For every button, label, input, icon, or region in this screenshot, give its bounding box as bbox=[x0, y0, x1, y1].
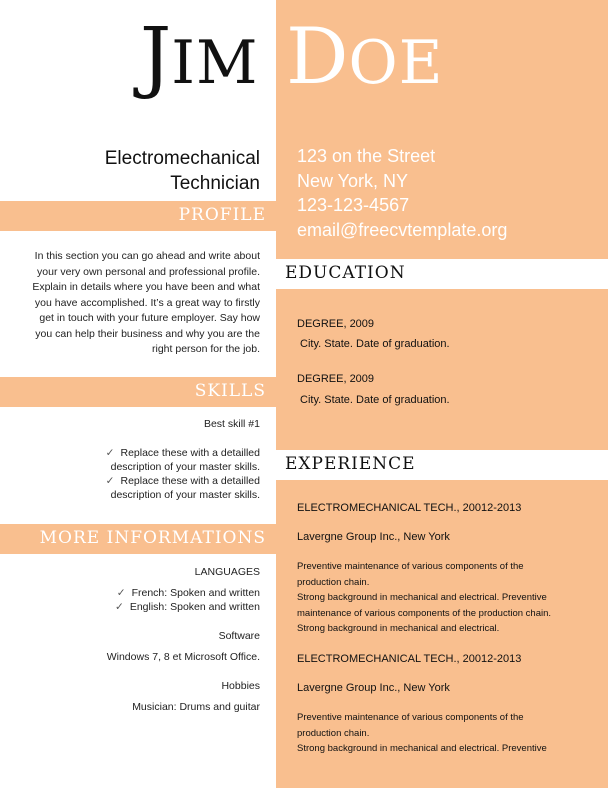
contact-block bbox=[297, 144, 507, 242]
skill-item: ✓ Replace these with a detailled description of your master skills. bbox=[105, 447, 260, 473]
skill-item: ✓ Replace these with a detailled description of your master skills. bbox=[105, 475, 260, 501]
languages-title: LANGUAGES bbox=[194, 566, 260, 578]
language-item: ✓ French: Spoken and written bbox=[116, 587, 260, 599]
contact-street: 123 on the Street bbox=[297, 146, 436, 166]
education-degree-1: DEGREE, 2009 bbox=[297, 318, 375, 330]
experience-title-2: ELECTROMECHANICAL TECH., 20012-2013 bbox=[297, 653, 522, 665]
skills-heading: SKILLS bbox=[194, 381, 266, 401]
software-text: Windows 7, 8 et Microsoft Office. bbox=[106, 651, 260, 663]
education-band bbox=[276, 259, 608, 289]
check-icon: ✓ bbox=[105, 447, 115, 459]
job-title-line1: Electromechanical bbox=[104, 148, 260, 169]
languages-list bbox=[115, 586, 260, 614]
experience-company-1: Lavergne Group Inc., New York bbox=[297, 531, 450, 543]
education-heading: EDUCATION bbox=[285, 263, 406, 283]
check-icon: ✓ bbox=[115, 601, 124, 613]
contact-city: New York, NY bbox=[297, 170, 409, 191]
experience-desc-2: Preventive maintenance of various components of the production chain. Strong background in mechanical and electrical. Preventive bbox=[297, 712, 547, 754]
job-title-line2: Technician bbox=[170, 173, 260, 194]
software-title: Software bbox=[218, 630, 260, 642]
education-detail-2: City. State. Date of graduation. bbox=[300, 394, 450, 406]
experience-desc-1: Preventive maintenance of various components of the production chain. Strong background in mechanical and electrical. Preventive maintenance of various components of the production chain. Strong background in mechanical and electrical. bbox=[297, 561, 552, 634]
best-skill: Best skill #1 bbox=[203, 418, 260, 430]
profile-heading: PROFILE bbox=[178, 205, 266, 225]
education-detail-1: City. State. Date of graduation. bbox=[300, 338, 450, 350]
experience-heading: EXPERIENCE bbox=[285, 454, 416, 474]
more-info-band bbox=[0, 524, 276, 554]
job-title bbox=[20, 146, 260, 196]
experience-company-2: Lavergne Group Inc., New York bbox=[297, 682, 450, 694]
profile-band bbox=[0, 201, 276, 231]
experience-band bbox=[276, 450, 608, 480]
language-item: ✓ English: Spoken and written bbox=[115, 601, 260, 613]
contact-phone: 123-123-4567 bbox=[297, 195, 410, 215]
contact-email[interactable]: email@freecvtemplate.org bbox=[297, 219, 508, 240]
skills-band bbox=[0, 377, 276, 407]
check-icon: ✓ bbox=[105, 475, 115, 487]
hobbies-title: Hobbies bbox=[221, 680, 260, 692]
skills-list bbox=[60, 446, 260, 502]
last-name: DOE bbox=[286, 12, 444, 102]
profile-text: In this section you can go ahead and write about your very own personal and professional profile. Explain in details where you have been and what you have accomplished. It’s a great way to firstly get in touch with your future employer. Say how you can help their business and why you are the right person for the job. bbox=[32, 250, 260, 355]
check-icon: ✓ bbox=[116, 587, 126, 599]
experience-title-1: ELECTROMECHANICAL TECH., 20012-2013 bbox=[297, 502, 522, 514]
more-info-heading: MORE INFORMATIONS bbox=[39, 528, 266, 548]
education-degree-2: DEGREE, 2009 bbox=[297, 373, 375, 385]
hobbies-text: Musician: Drums and guitar bbox=[132, 701, 260, 713]
first-name: JIM bbox=[140, 12, 259, 102]
